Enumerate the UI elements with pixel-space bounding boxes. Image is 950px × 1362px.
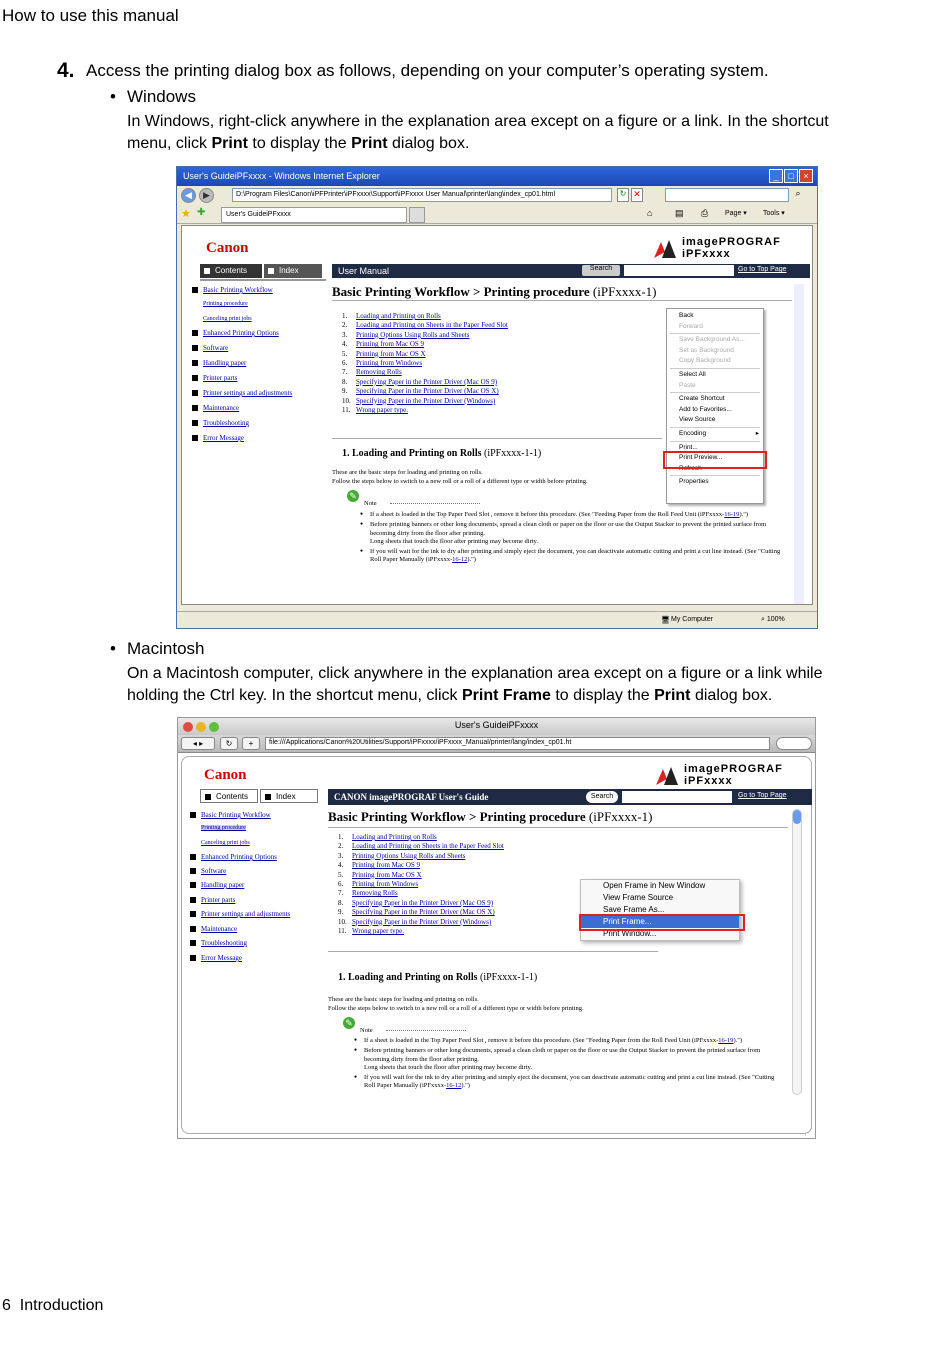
- section-heading: 1. Loading and Printing on Rolls (iPFxxxx-1-1): [338, 972, 538, 983]
- menu-item-print-preview[interactable]: Print Preview...: [679, 454, 723, 462]
- imageprograf-emblem: [656, 767, 678, 785]
- contents-tab[interactable]: Contents: [200, 264, 262, 278]
- windows-screenshot: [176, 166, 818, 629]
- menu-item-print-frame[interactable]: Print Frame...: [581, 916, 739, 928]
- minimize-button[interactable]: _: [769, 169, 783, 183]
- zone-label: My Computer: [671, 616, 714, 623]
- list-item[interactable]: 2. Loading and Printing on Sheets in the Paper Feed Slot: [342, 321, 508, 330]
- contents-tab[interactable]: Contents: [200, 789, 258, 803]
- back-icon[interactable]: ◀: [181, 188, 196, 203]
- page-heading: Basic Printing Workflow > Printing procedure (iPFxxxx-1): [332, 284, 657, 299]
- list-item[interactable]: 9. Specifying Paper in the Printer Driver (Mac OS X): [338, 908, 495, 917]
- menu-item-back[interactable]: Back: [679, 312, 694, 319]
- index-tab-icon: [265, 794, 271, 800]
- section-body: These are the basic steps for loading and printing on rolls. Follow the steps below to switch to a new roll or a roll of a different type or width before printing.: [328, 996, 584, 1012]
- safari-content-area: [181, 756, 812, 1134]
- sidebar-item-handling-paper[interactable]: Handling paper: [192, 359, 246, 367]
- print-frame-highlight-box: [579, 914, 745, 931]
- print-frame-keyword: Print Frame: [461, 687, 551, 704]
- safari-toolbar: [178, 735, 815, 753]
- page-heading: Basic Printing Workflow > Printing procedure (iPFxxxx-1): [328, 809, 653, 824]
- sidebar-item-maintenance[interactable]: Maintenance: [192, 404, 239, 412]
- running-header: How to use this manual: [2, 6, 179, 25]
- contents-tab-icon: [205, 794, 211, 800]
- menu-item-set-background[interactable]: Set as Background: [679, 346, 734, 354]
- ie-address-row: [177, 186, 817, 204]
- list-item[interactable]: 6. Printing from Windows: [342, 359, 423, 368]
- ie-content-area: [181, 225, 813, 605]
- refresh-icon[interactable]: ↻: [617, 188, 629, 202]
- list-item[interactable]: 3. Printing Options Using Rolls and Sheets: [338, 851, 466, 860]
- list-item[interactable]: 11. Wrong paper type.: [338, 927, 405, 936]
- feeds-icon[interactable]: ▤: [675, 208, 684, 218]
- menu-item-encoding[interactable]: Encoding ▸: [667, 429, 763, 440]
- note-list: [360, 511, 788, 565]
- sidebar-item-printer-parts[interactable]: Printer parts: [192, 374, 237, 382]
- sidebar-item-troubleshooting[interactable]: Troubleshooting: [192, 419, 249, 427]
- menu-item-view-frame-source[interactable]: View Frame Source: [603, 893, 674, 902]
- list-item: ● Before printing banners or other long documents, spread a clean cloth or paper on the floor or use the Output Stacker to prevent the printed surface from becoming dirty from the floor after printing. Long sheets that touch the floor after printing may become dirty.: [360, 521, 788, 546]
- canon-logo: Canon: [204, 767, 247, 783]
- windows-context-menu: [666, 308, 764, 504]
- minimize-light[interactable]: [196, 722, 206, 732]
- ie-status-bar: [177, 611, 817, 628]
- list-item[interactable]: 4. Printing from Mac OS 9: [338, 861, 421, 870]
- menu-item-properties[interactable]: Properties: [679, 478, 709, 486]
- sidebar-item-canceling-print-jobs[interactable]: Canceling print jobs: [203, 316, 252, 322]
- ie-tab-row: [177, 204, 817, 224]
- sidebar-item-basic-printing-workflow[interactable]: Basic Printing Workflow: [190, 811, 271, 819]
- footer-section: Introduction: [19, 1297, 104, 1314]
- sidebar-item-printing-procedure[interactable]: Printing procedure: [201, 825, 246, 831]
- bullet-macintosh: •: [110, 639, 116, 658]
- mac-screenshot: [177, 717, 816, 1139]
- list-item[interactable]: 3. Printing Options Using Rolls and Sheets: [342, 330, 470, 339]
- sidebar-item-printer-settings[interactable]: Printer settings and adjustments: [192, 389, 292, 397]
- list-item: ● Before printing banners or other long documents, spread a clean cloth or paper on the floor or use the Output Stacker to prevent the printed surface from becoming dirty from the floor after printing. Long sheets that touch the floor after printing may become dirty.: [354, 1047, 778, 1072]
- bullet-windows: •: [110, 87, 116, 106]
- windows-instruction-line-2: menu, click Print to display the Print dialog box.: [127, 135, 470, 152]
- note-pencil-icon: ✎: [347, 490, 359, 502]
- url-field[interactable]: file:///Applications/Canon%20Utilities/Support/iPFxxxx/iPFxxxx_Manual/printer/lang/index_cp01.ht: [265, 737, 770, 750]
- sidebar-item-enhanced-printing-options[interactable]: Enhanced Printing Options: [190, 853, 277, 861]
- add-bookmark-icon[interactable]: +: [242, 737, 260, 750]
- close-light[interactable]: [183, 722, 193, 732]
- index-tab-icon: [268, 268, 274, 274]
- manual-search-input[interactable]: [622, 791, 732, 803]
- contents-tab-icon: [204, 268, 210, 274]
- sidebar-item-enhanced-printing-options[interactable]: Enhanced Printing Options: [192, 329, 279, 337]
- note-label: Note: [364, 500, 377, 507]
- zone-icon: 🖥: [661, 617, 670, 624]
- zoom-light[interactable]: [209, 722, 219, 732]
- ie-window-title: User's GuideiPFxxxx - Windows Internet Explorer: [183, 171, 380, 181]
- list-item[interactable]: 6. Printing from Windows: [338, 880, 419, 889]
- sidebar-item-basic-printing-workflow[interactable]: Basic Printing Workflow: [192, 286, 273, 294]
- menu-item-forward[interactable]: Forward: [679, 322, 703, 330]
- search-button[interactable]: Search: [586, 791, 618, 803]
- close-button[interactable]: ×: [799, 169, 813, 183]
- index-tab[interactable]: Index: [260, 789, 318, 803]
- menu-item-open-frame[interactable]: Open Frame in New Window: [603, 881, 706, 890]
- print-dialog-keyword: Print: [351, 135, 388, 152]
- procedure-link-list: [342, 312, 508, 415]
- new-tab-button[interactable]: [409, 207, 425, 223]
- scroll-thumb[interactable]: [793, 810, 801, 824]
- search-box[interactable]: [665, 188, 789, 202]
- go-to-top-link[interactable]: Go to Top Page: [738, 266, 787, 273]
- section-heading: 1. Loading and Printing on Rolls (iPFxxxx-1-1): [342, 448, 542, 459]
- content-scrollbar[interactable]: [792, 809, 802, 1095]
- list-item[interactable]: 8. Specifying Paper in the Printer Driver (Mac OS 9): [338, 898, 494, 907]
- page-footer: [2, 1297, 103, 1315]
- mac-instruction-line-2: holding the Ctrl key. In the shortcut menu, click Print Frame to display the Print dialog box.: [127, 687, 773, 704]
- manual-nav-bar: [328, 789, 812, 805]
- canon-logo: Canon: [206, 240, 249, 256]
- menu-item-print[interactable]: Print...: [679, 443, 698, 451]
- list-item[interactable]: 5. Printing from Mac OS X: [342, 349, 426, 358]
- list-item: ● If you will wait for the ink to dry after printing and simply eject the document, you can deactivate automatic cutting and print a cut line instead. (See "Cutting Roll Paper Manually (iPFxxxx-16-12)."): [360, 548, 788, 565]
- sidebar-item-printing-procedure[interactable]: Printing procedure: [203, 301, 248, 307]
- imageprograf-brand: imagePROGRAF: [682, 236, 781, 248]
- menu-item-copy-background[interactable]: Copy Background: [679, 357, 731, 365]
- list-item: ● If a sheet is loaded in the Top Paper Feed Slot , remove it before this procedure. (See "Feeding Paper from the Roll Feed Unit (iPFxxxx-16-19)."): [354, 1037, 778, 1045]
- back-forward-button[interactable]: ◂ ▸: [181, 737, 215, 750]
- sidebar-item-printer-parts[interactable]: Printer parts: [190, 896, 235, 904]
- page-menu[interactable]: Page ▾: [725, 210, 747, 217]
- menu-item-save-frame-as[interactable]: Save Frame As...: [603, 905, 665, 914]
- go-to-top-link[interactable]: Go to Top Page: [738, 792, 787, 799]
- forward-icon[interactable]: ▶: [199, 188, 214, 203]
- sidebar-item-software[interactable]: Software: [192, 344, 228, 352]
- search-icon[interactable]: ⌕: [795, 188, 801, 198]
- windows-instruction-line-1: In Windows, right-click anywhere in the explanation area except on a figure or a link. In the shortcut: [127, 113, 829, 130]
- sidebar-item-troubleshooting[interactable]: Troubleshooting: [190, 939, 247, 947]
- reload-icon[interactable]: ↻: [220, 737, 238, 750]
- maximize-button[interactable]: □: [784, 169, 798, 183]
- ie-title-bar: [177, 167, 817, 186]
- search-button[interactable]: Search: [582, 265, 620, 276]
- sidebar-item-error-message[interactable]: Error Message: [190, 954, 242, 962]
- index-tab[interactable]: Index: [264, 264, 322, 278]
- list-item[interactable]: 7. Removing Rolls: [342, 368, 402, 377]
- manual-nav-bar: [332, 264, 810, 278]
- list-item[interactable]: 9. Specifying Paper in the Printer Driver (Mac OS X): [342, 387, 499, 396]
- print-highlight-box: [663, 451, 767, 469]
- list-item[interactable]: 8. Specifying Paper in the Printer Driver (Mac OS 9): [342, 377, 498, 386]
- page-number: 6: [2, 1297, 11, 1314]
- model-name: iPFxxxx: [684, 775, 733, 787]
- sidebar-item-maintenance[interactable]: Maintenance: [190, 925, 237, 933]
- sidebar-item-error-message[interactable]: Error Message: [192, 434, 244, 442]
- windows-heading: Windows: [127, 87, 196, 106]
- content-scrollbar[interactable]: [794, 284, 804, 604]
- list-item[interactable]: 10. Specifying Paper in the Printer Driver (Windows): [338, 917, 492, 926]
- list-item[interactable]: 5. Printing from Mac OS X: [338, 870, 422, 879]
- mac-context-menu: [580, 879, 740, 941]
- zoom-level[interactable]: ⌕ 100%: [761, 616, 785, 623]
- sidebar-item-printer-settings[interactable]: Printer settings and adjustments: [190, 910, 290, 918]
- list-item[interactable]: 4. Printing from Mac OS 9: [342, 340, 425, 349]
- sidebar-item-canceling-print-jobs[interactable]: Canceling print jobs: [201, 840, 250, 846]
- nav-title: CANON imagePROGRAF User's Guide: [334, 792, 489, 802]
- add-favorite-icon[interactable]: ✚: [197, 207, 206, 218]
- menu-item-save-background[interactable]: Save Background As...: [679, 336, 745, 344]
- stop-icon[interactable]: ✕: [631, 188, 643, 202]
- manual-search-input[interactable]: [624, 265, 734, 276]
- menu-item-add-to-favorites[interactable]: Add to Favorites...: [679, 405, 732, 413]
- browser-tab[interactable]: User's GuideiPFxxxx: [221, 207, 407, 223]
- safari-title-bar: [178, 718, 815, 735]
- address-bar[interactable]: D:\Program Files\Canon\iPFPrinter\iPFxxxx\Support\iPFxxxx User Manual\printer\lang\index_cp01.html: [232, 188, 612, 202]
- list-item[interactable]: 10. Specifying Paper in the Printer Driver (Windows): [342, 396, 496, 405]
- procedure-link-list: [338, 833, 504, 936]
- print-keyword: Print: [211, 135, 248, 152]
- list-item[interactable]: 7. Removing Rolls: [338, 889, 398, 898]
- print-dialog-keyword: Print: [654, 687, 691, 704]
- tools-menu[interactable]: Tools ▾: [763, 210, 785, 217]
- note-list: [354, 1037, 778, 1091]
- macintosh-heading: Macintosh: [127, 639, 205, 658]
- menu-item-paste[interactable]: Paste: [679, 381, 696, 389]
- list-item: ● If you will wait for the ink to dry after printing and simply eject the document, you can deactivate automatic cutting and print a cut line instead. (See "Cutting Roll Paper Manually (iPFxxxx-16-12)."): [354, 1074, 778, 1091]
- note-label: Note: [360, 1027, 373, 1034]
- nav-title: User Manual: [338, 266, 390, 276]
- note-pencil-icon: ✎: [343, 1017, 355, 1029]
- imageprograf-emblem: [654, 240, 676, 258]
- list-item[interactable]: 1. Loading and Printing on Rolls: [338, 833, 437, 841]
- step-text: Access the printing dialog box as follows, depending on your computer’s operating system.: [86, 61, 769, 80]
- submenu-arrow-icon: ▸: [755, 429, 759, 437]
- menu-item-create-shortcut[interactable]: Create Shortcut: [679, 395, 725, 403]
- menu-item-print-window[interactable]: Print Window...: [603, 929, 657, 938]
- section-body: These are the basic steps for loading and printing on rolls. Follow the steps below to switch to a new roll or a roll of a different type or width before printing.: [332, 469, 588, 485]
- sidebar-item-software[interactable]: Software: [190, 867, 226, 875]
- google-search-field[interactable]: [776, 737, 812, 750]
- list-item: ● If a sheet is loaded in the Top Paper Feed Slot , remove it before this procedure. (See "Feeding Paper from the Roll Feed Unit (iPFxxxx-16-19)."): [360, 511, 788, 519]
- favorites-star-icon[interactable]: ★: [181, 208, 191, 220]
- list-item[interactable]: 11. Wrong paper type.: [342, 406, 409, 415]
- menu-item-refresh[interactable]: Refresh: [679, 464, 702, 472]
- resize-grip-icon[interactable]: ⋰: [804, 1128, 812, 1137]
- list-item[interactable]: 2. Loading and Printing on Sheets in the Paper Feed Slot: [338, 842, 504, 851]
- printer-icon[interactable]: ⎙: [701, 208, 709, 218]
- list-item[interactable]: 1. Loading and Printing on Rolls: [342, 312, 441, 320]
- menu-item-select-all[interactable]: Select All: [679, 370, 706, 378]
- model-name: iPFxxxx: [682, 248, 731, 260]
- menu-item-view-source[interactable]: View Source: [679, 416, 716, 424]
- imageprograf-brand: imagePROGRAF: [684, 763, 783, 775]
- home-icon[interactable]: ⌂: [647, 208, 653, 218]
- sidebar-item-handling-paper[interactable]: Handling paper: [190, 881, 244, 889]
- step-number: 4.: [57, 59, 75, 82]
- mac-instruction-line-1: On a Macintosh computer, click anywhere in the explanation area except on a figure or a link while: [127, 665, 823, 682]
- safari-window-title: User's GuideiPFxxxx: [454, 720, 539, 730]
